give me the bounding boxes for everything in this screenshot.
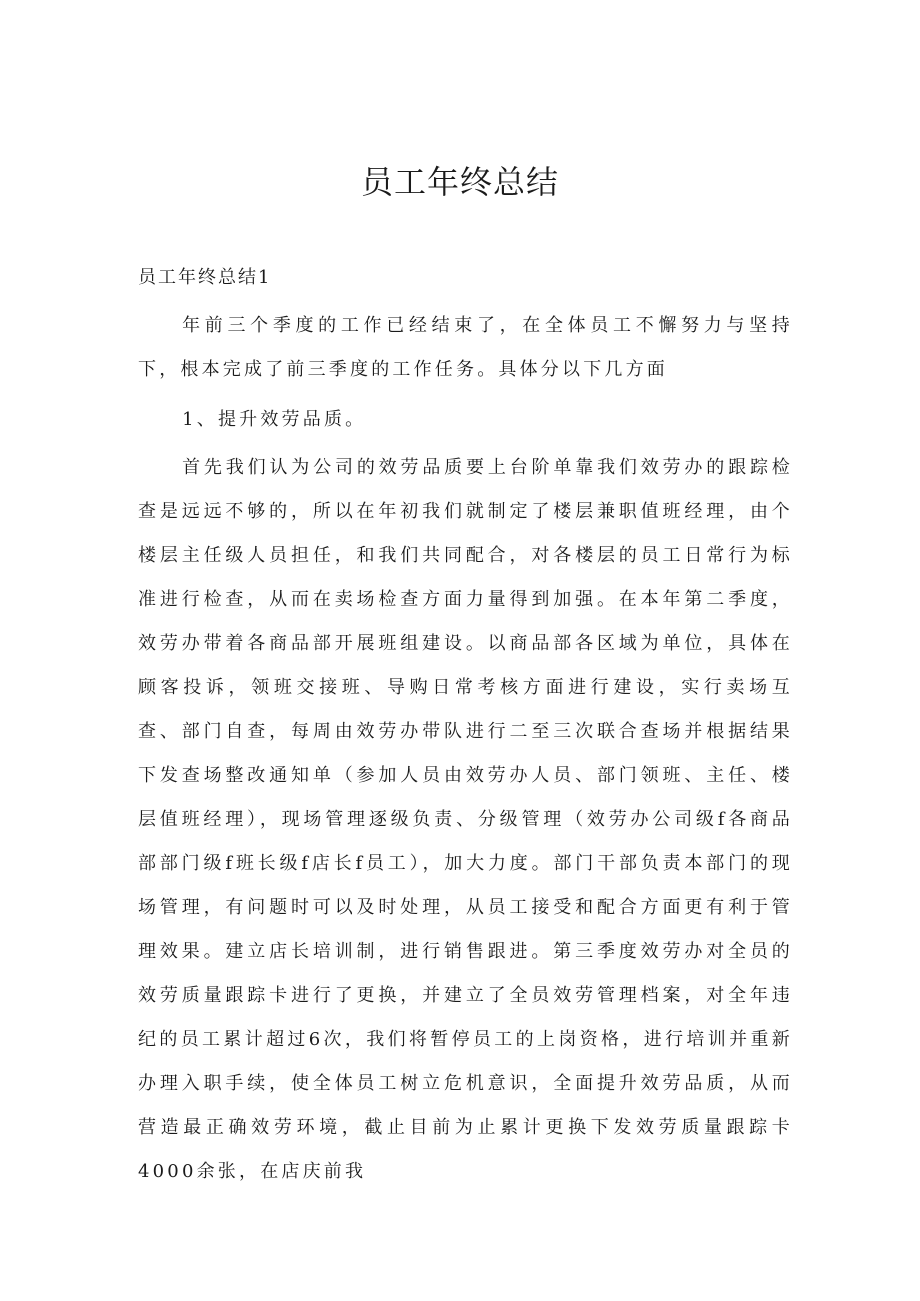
paragraph-intro: 年前三个季度的工作已经结束了，在全体员工不懈努力与坚持下，根本完成了前三季度的工作任务。具体分以下几方面 xyxy=(138,315,793,380)
document-title: 员工年终总结 xyxy=(360,163,559,201)
paragraph-main: 首先我们认为公司的效劳品质要上台阶单靠我们效劳办的跟踪检查是远远不够的，所以在年初我们就制定了楼层兼职值班经理，由个楼层主任级人员担任，和我们共同配合，对各楼层的员工日常行为标准进行检查，从而在卖场检查方面力量得到加强。在本年第二季度，效劳办带着各商品部开展班组建设。以商品部各区域为单位，具体在顾客投诉，领班交接班、导购日常考核方面进行建设，实行卖场互查、部门自查，每周由效劳办带队进行二至三次联合查场并根据结果下发查场整改通知单（参加人员由效劳办人员、部门领班、主任、楼层值班经理），现场管理逐级负责、分级管理（效劳办公司级f各商品部部门级f班长级f店长f员工），加大力度。部门干部负责本部门的现场管理，有问题时可以及时处理，从员工接受和配合方面更有利于管理效果。建立店长培训制，进行销售跟进。第三季度效劳办对全员的效劳质量跟踪卡进行了更换，并建立了全员效劳管理档案，对全年违纪的员工累计超过6次，我们将暂停员工的上岗资格，进行培训并重新办理入职手续，使全体员工树立危机意识，全面提升效劳品质，从而营造最正确效劳环境，截止目前为止累计更换下发效劳质量跟踪卡4000余张，在店庆前我 xyxy=(138,457,793,1182)
paragraph-point-heading: 1、提升效劳品质。 xyxy=(182,409,367,430)
section-heading: 员工年终总结1 xyxy=(138,267,272,288)
